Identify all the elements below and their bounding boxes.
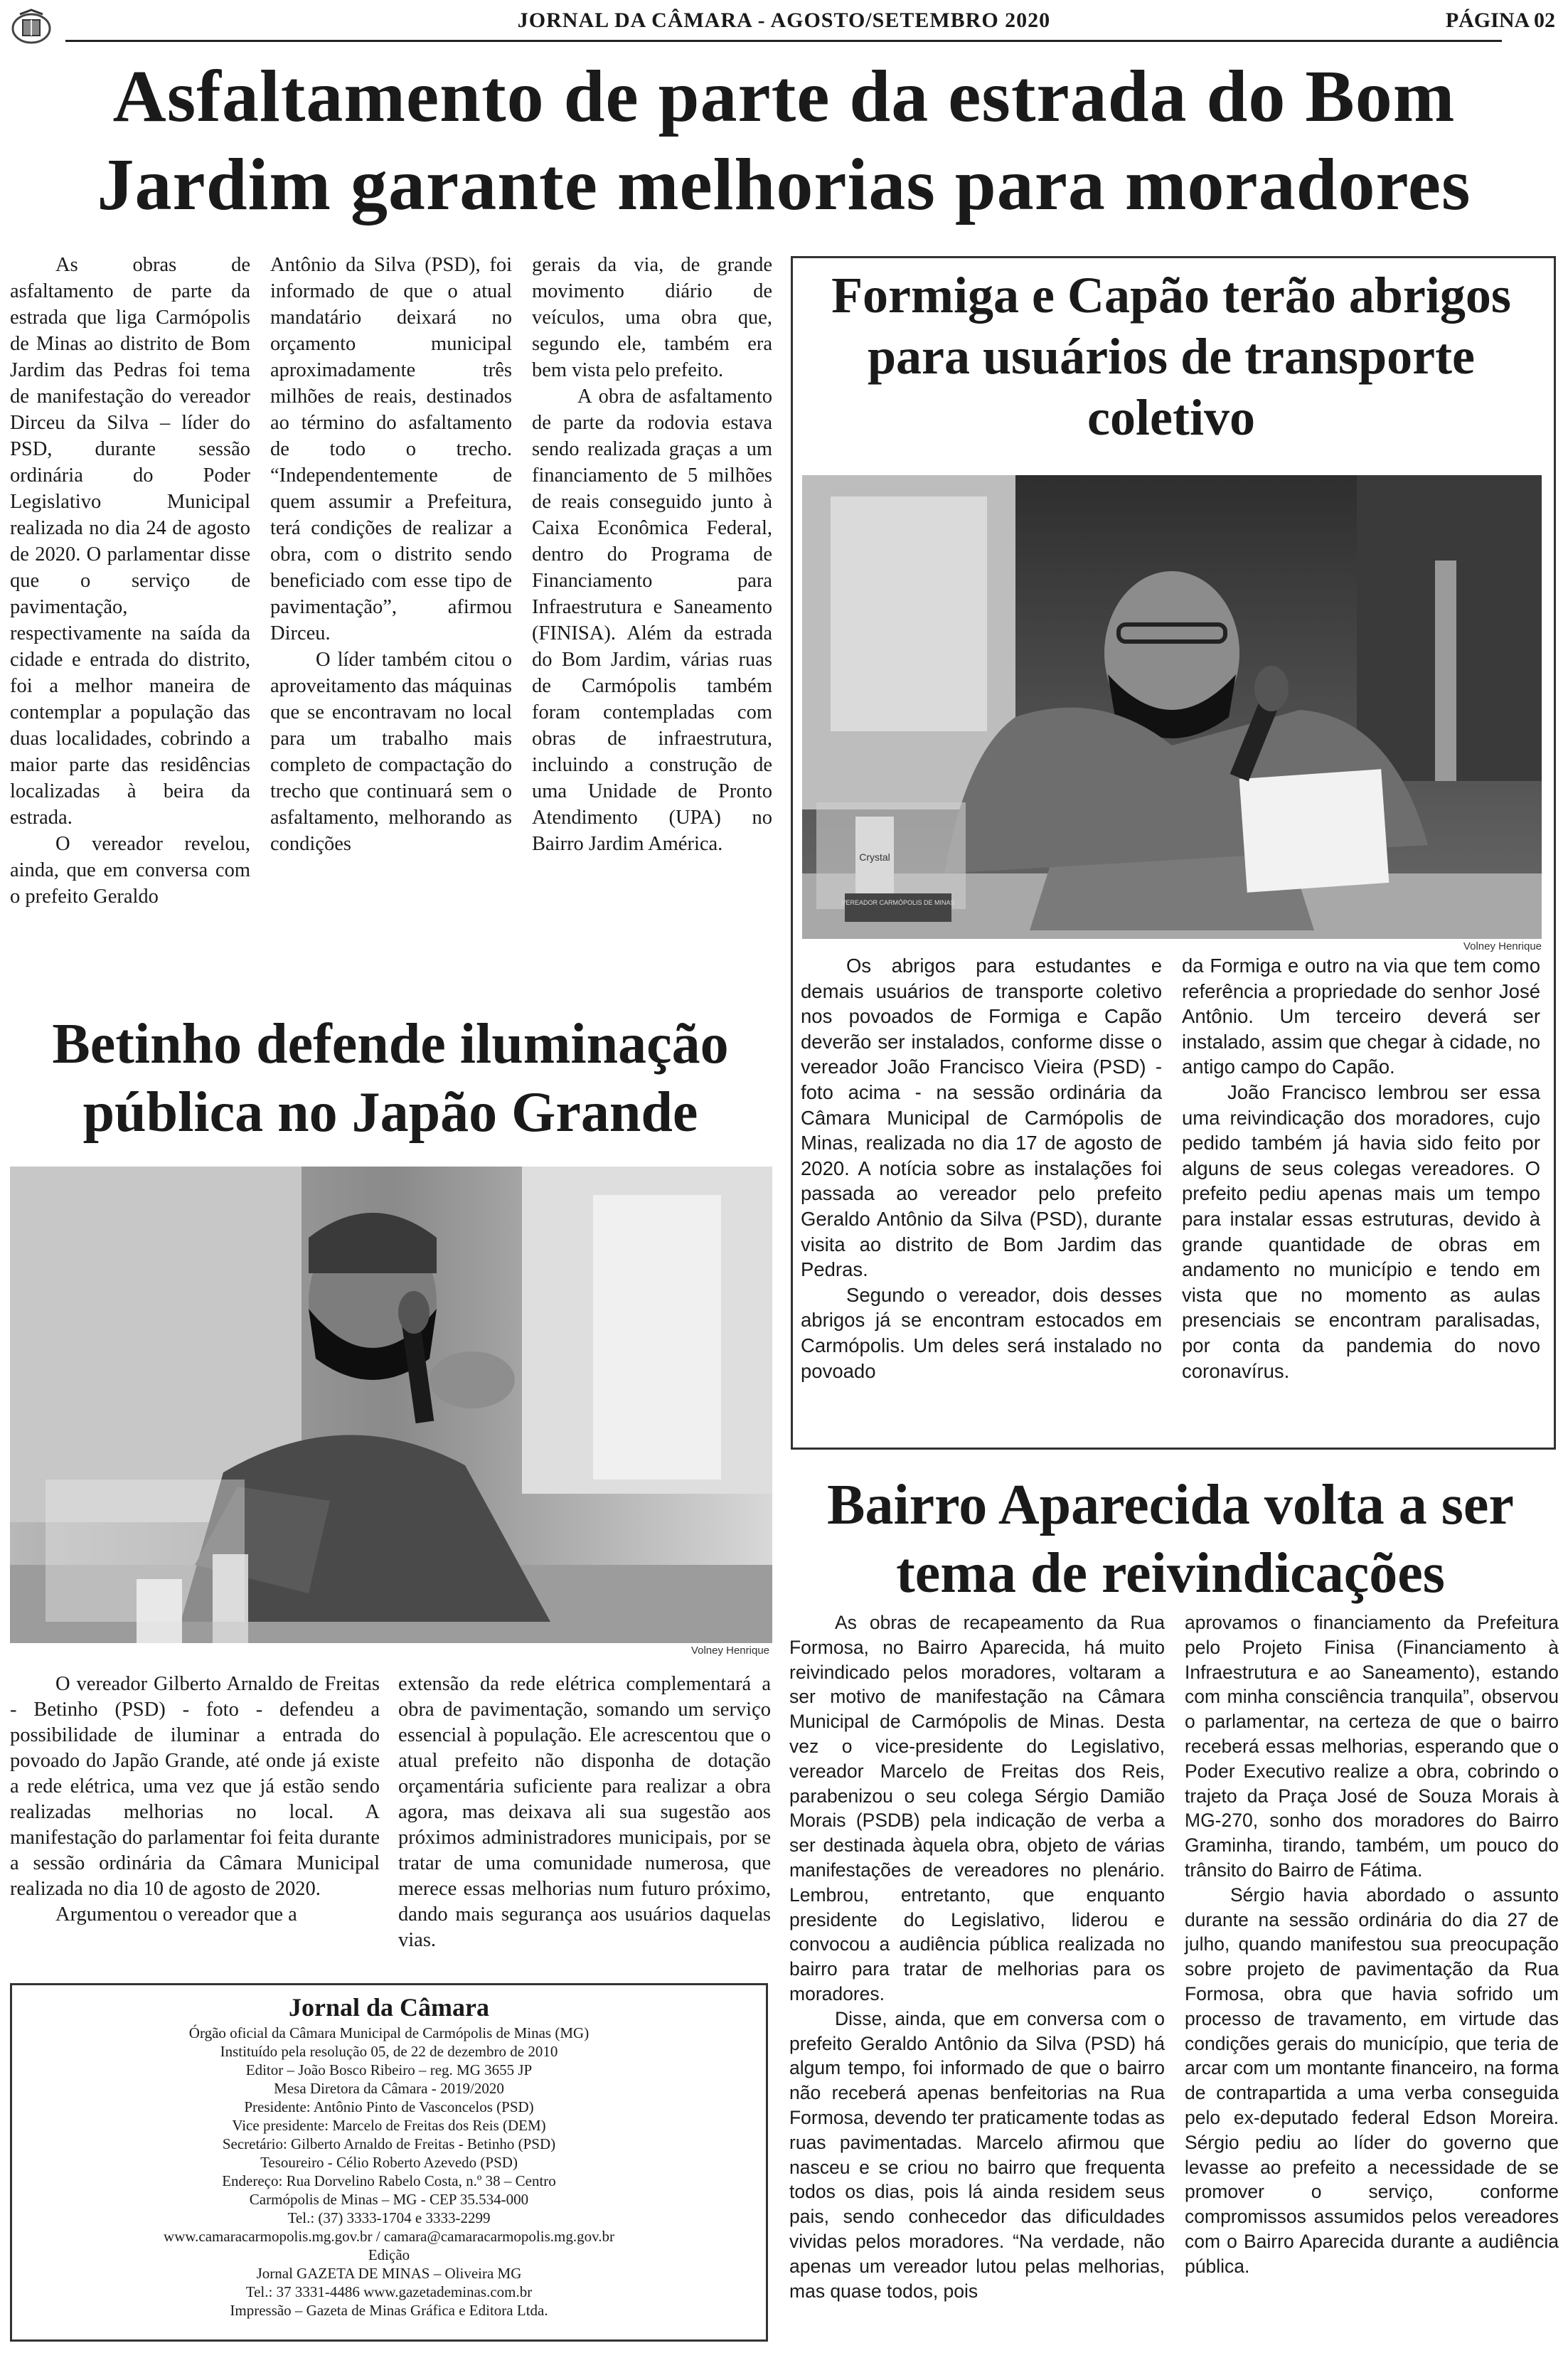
expediente-line: Presidente: Antônio Pinto de Vasconcelos (PSD) [244,2098,534,2115]
article-betinho-column-1 [10,1672,380,1928]
paragraph: O vereador Gilberto Arnaldo de Freitas - Betinho (PSD) - foto - defendeu a possibilidade de iluminar a entrada do povoado do Japão Grande, até onde já existe a rede elétrica, uma vez que já estão sendo realizadas melhorias no local. A manifestação do parlamentar foi feita durante a sessão ordinária da Câmara Municipal realizada no dia 10 de agosto de 2020. [10,1673,380,1900]
paragraph: Segundo o vereador, dois desses abrigos já se encontram estocados em Carmópolis. Um deles será instalado no povoado [801,1283,1162,1382]
paragraph: As obras de asfaltamento de parte da estrada que liga Carmópolis de Minas ao distrito de Bom Jardim das Pedras foi tema de manifestação do vereador Dirceu da Silva – líder do PSD, durante sessão ordinária do Poder Legislativo Municipal realizada no dia 24 de agosto de 2020. O parlamentar disse que o serviço de pavimentação, respectivamente na saída da cidade e entrada do distrito, foi a melhor maneira de contemplar a população das duas localidades, cobrindo a maior parte das residências localizadas à beira da estrada. [10,254,250,829]
article-betinho-photo [10,1167,772,1643]
expediente-title: Jornal da Câmara [289,1993,489,2022]
paragraph: gerais da via, de grande movimento diário de veículos, uma obra que, segundo ele, também era bem vista pelo prefeito. [532,254,772,381]
article-abrigos-headline: Formiga e Capão terão abrigos para usuários de transporte coletivo [831,267,1511,446]
article-aparecida-column-2 [1185,1610,1559,2279]
nameplate-text: VEREADOR CARMÓPOLIS DE MINAS [841,899,955,906]
expediente-line: Jornal GAZETA DE MINAS – Oliveira MG [256,2265,522,2282]
expediente-line: Tel.: 37 3331-4486 www.gazetademinas.com.br [245,2283,533,2300]
paragraph: O vereador revelou, ainda, que em conversa com o prefeito Geraldo [10,833,250,908]
article-abrigos-column-1 [801,953,1162,1383]
bottle-label-text: Crystal [859,851,890,863]
paragraph: Sérgio havia abordado o assunto durante na sessão ordinária do dia 27 de julho, quando manifestou sua preocupação sobre projeto de pavimentação da Rua Formosa, obra que havia sofrido um processo de travamento, em virtude das condições gerais do município, que teria de arcar com um montante financeiro, na forma de contrapartida a uma verba conseguida pelo ex-deputado federal Edson Moreira. Sérgio pediu ao líder do governo que levasse ao prefeito a necessidade de se promover o serviço, conforme compromissos assumidos pelos vereadores com o Bairro Aparecida durante a audiência pública. [1185,1884,1559,2277]
expediente-line: Editor – João Bosco Ribeiro – reg. MG 3655 JP [245,2061,533,2078]
masthead-title: JORNAL DA CÂMARA - AGOSTO/SETEMBRO 2020 [517,9,1051,32]
expediente-line: Instituído pela resolução 05, de 22 de dezembro de 2010 [220,2043,558,2060]
paragraph: Os abrigos para estudantes e demais usuários de transporte coletivo nos povoados de Formiga e Capão deverão ser instalados, conforme disse o vereador João Francisco Vieira (PSD) - foto acima - na sessão ordinária da Câmara Municipal de Carmópolis de Minas, realizada no dia 17 de agosto de 2020. A notícia sobre as instalações foi passada ao vereador pelo prefeito Geraldo Antônio da Silva (PSD), durante visita ao distrito de Bom Jardim das Pedras. [801,955,1162,1281]
expediente-line: Impressão – Gazeta de Minas Gráfica e Editora Ltda. [230,2302,548,2319]
paragraph: da Formiga e outro na via que tem como referência a propriedade do senhor José Antônio. Um terceiro deverá ser instalado, assim que chegar à cidade, no antigo campo do Capão. [1182,955,1540,1078]
expediente-line: Carmópolis de Minas – MG - CEP 35.534-000 [249,2191,529,2208]
expediente-line: Vice presidente: Marcelo de Freitas dos Reis (DEM) [232,2117,546,2134]
article-betinho-headline: Betinho defende iluminação pública no Japão Grande [52,1013,729,1144]
expediente-line: Órgão oficial da Câmara Municipal de Carmópolis de Minas (MG) [188,2024,590,2041]
article-aparecida-column-1 [789,1610,1165,2303]
paragraph: Argumentou o vereador que a [55,1903,297,1926]
expediente-box [10,1983,768,2342]
photo-credit: Volney Henrique [1463,940,1542,952]
expediente-line: Mesa Diretora da Câmara - 2019/2020 [274,2080,504,2097]
article-abrigos-photo [802,475,1542,939]
masthead-rule [65,40,1502,42]
paragraph: João Francisco lembrou ser essa uma reivindicação dos moradores, cujo pedido também já havia sido feito por alguns de seus colegas vereadores. O prefeito pediu apenas mais um tempo para instalar essas estruturas, devido à grande quantidade de obras em andamento no município e tendo em vista que no momento as aulas presenciais se encontram paralisadas, por conta da pandemia do novo coronavírus. [1182,1080,1540,1382]
article-asfaltamento-column-2 [270,252,512,857]
expediente-line: Tesoureiro - Célio Roberto Azevedo (PSD) [260,2154,518,2171]
expediente-line: Edição [368,2246,410,2263]
paragraph: aprovamos o financiamento da Prefeitura pelo Projeto Finisa (Financiamento à Infraestrutura e ao Saneamento), estando com minha consciência tranquila”, observou o parlamentar, na certeza de que o bairro receberá essas melhorias, esperando que o Poder Executivo realize a obra, cobrindo o trajeto da Praça José de Souza Morais à MG-270, sonho dos moradores do Bairro Graminha, tirando, também, um pouco do trânsito do Bairro de Fátima. [1185,1612,1559,1881]
paragraph: A obra de asfaltamento de parte da rodovia estava sendo realizada graças a um financiamento de 5 milhões de reais conseguido junto à Caixa Econômica Federal, dentro do Programa de Financiamento para Infraestrutura e Saneamento (FINISA). Além da estrada do Bom Jardim, várias ruas de Carmópolis também foram contempladas com obras de infraestrutura, incluindo a construção de uma Unidade de Pronto Atendimento (UPA) no Bairro Jardim América. [532,386,772,855]
paragraph: Antônio da Silva (PSD), foi informado de que o atual mandatário deixará no orçamento municipal aproximadamente três milhões de reais, destinados ao término do asfaltamento de todo o trecho. “Independentemente de quem assumir a Prefeitura, terá condições de realizar a obra, com o distrito sendo beneficiado com esse tipo de pavimentação”, afirmou Dirceu. [270,254,512,644]
photo-credit: Volney Henrique [690,1645,769,1657]
paragraph: As obras de recapeamento da Rua Formosa, no Bairro Aparecida, há muito reivindicado pelos moradores, voltaram a ser motivo de manifestação na Câmara Municipal de Carmópolis de Minas. Desta vez o vice-presidente do Legislativo, vereador Marcelo de Freitas dos Reis, parabenizou o seu colega Sérgio Damião Morais (PSDB) pela indicação de verba a ser destinada àquela obra, objeto de várias manifestações de vereadores no plenário. Lembrou, entretanto, que enquanto presidente do Legislativo, liderou e convocou a audiência pública realizada no bairro para tratar de melhorias para os moradores. [789,1612,1165,2004]
expediente-line: Endereço: Rua Dorvelino Rabelo Costa, n.º 38 – Centro [222,2172,556,2189]
paragraph: Disse, ainda, que em conversa com o prefeito Geraldo Antônio da Silva (PSD) há algum tempo, foi informado de que o bairro não receberá apenas benfeitorias na Rua Formosa, devendo ter praticamente todas as ruas pavimentadas. Marcelo afirmou que nasceu e se criou no bairro que frequenta todos os dias, pois lá ainda residem seus pais, sendo conhecedor das dificuldades vividas pelos moradores. “Na verdade, não apenas um vereador lutou pelas melhorias, mas quase todos, pois [789,2007,1165,2302]
article-abrigos-column-2 [1182,953,1540,1383]
article-asfaltamento-column-1 [10,252,250,910]
paragraph: O líder também citou o aproveitamento das máquinas que se encontravam no local para um trabalho mais completo de compactação do trecho que continuará sem o asfaltamento, melhorando as condições [270,649,512,855]
page-number: PÁGINA 02 [1445,9,1555,32]
article-asfaltamento-column-3 [532,252,772,857]
article-asfaltamento-headline: Asfaltamento de parte da estrada do Bom Jardim garante melhorias para moradores [97,55,1471,225]
expediente-line: Secretário: Gilberto Arnaldo de Freitas - Betinho (PSD) [222,2135,556,2152]
expediente-line: www.camaracarmopolis.mg.gov.br / camara@camaracarmopolis.mg.gov.br [164,2228,614,2245]
article-aparecida-headline: Bairro Aparecida volta a ser tema de reivindicações [827,1474,1514,1605]
paragraph: extensão da rede elétrica complementará a obra de pavimentação, somando um serviço essencial à população. Ele acrescentou que o atual prefeito não disponha de dotação orçamentária suficiente para realizar a obra agora, mas deixava ali sua sugestão aos próximos administradores municipais, por se tratar de uma comunidade numerosa, que merece essas melhorias num futuro próximo, dando mais segurança aos usuários daquelas vias. [398,1673,771,1951]
expediente-line: Tel.: (37) 3333-1704 e 3333-2299 [287,2209,491,2226]
article-betinho-column-2 [398,1672,771,1953]
